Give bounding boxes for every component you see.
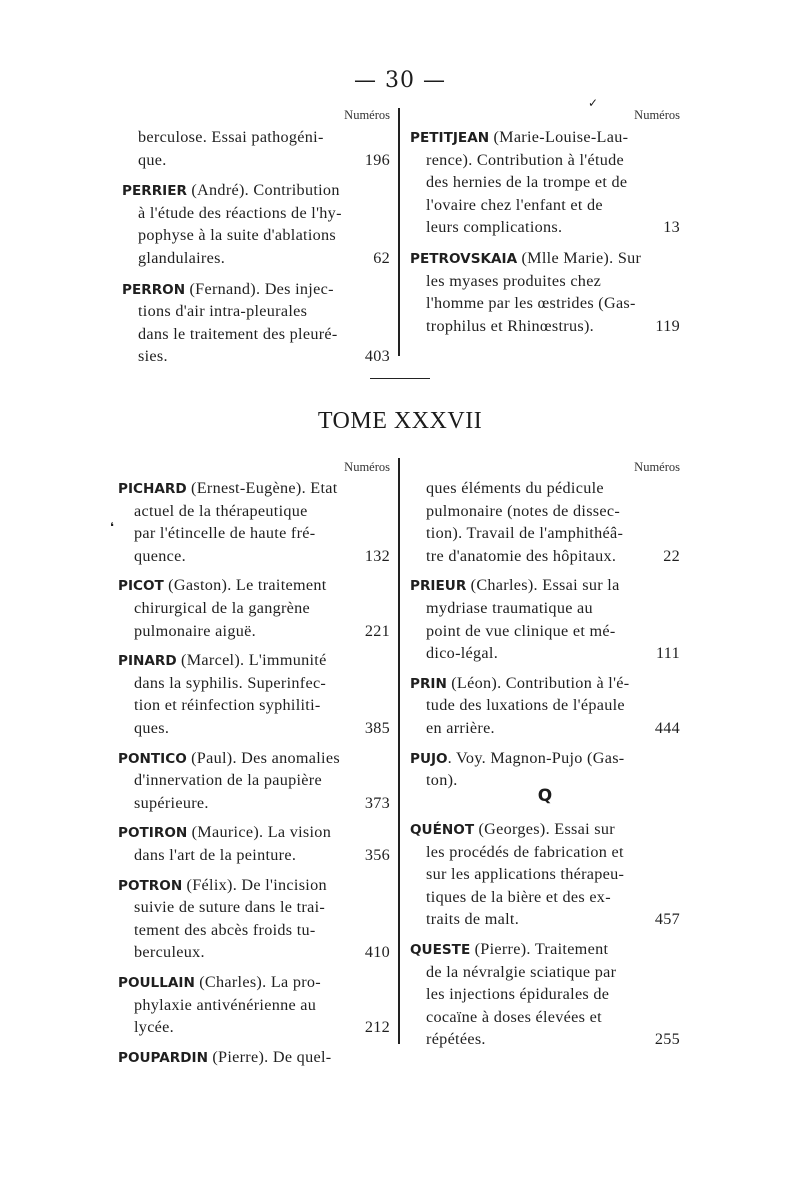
- entry-line: [122, 323, 390, 346]
- entry-text: chirurgical de la gangrène: [134, 598, 311, 617]
- entry-text: (Charles). La pro-: [194, 973, 322, 991]
- page-number: — 30 —: [354, 68, 446, 93]
- index-entry: [410, 818, 680, 931]
- entry-text: ton).: [426, 771, 458, 790]
- entry-line: [410, 620, 680, 643]
- entry-line: [410, 961, 680, 984]
- entry-text: mydriase traumatique au: [426, 598, 593, 617]
- index-entry: [118, 874, 390, 964]
- author-name: PETITJEAN: [410, 130, 490, 146]
- entry-line: [118, 672, 390, 695]
- side-mark: ❛: [110, 520, 114, 534]
- entry-text: en arrière.: [426, 718, 495, 737]
- entry-line: [118, 874, 390, 897]
- entry-number: 221: [364, 621, 390, 640]
- entry-line: [410, 886, 680, 909]
- entry-text: dans la syphilis. Superinfec-: [134, 673, 327, 692]
- entry-line: [118, 1046, 390, 1069]
- entry-text: ques.: [134, 718, 170, 737]
- entry-line: [118, 1016, 390, 1039]
- entry-text: l'homme par les œstrides (Gas-: [426, 294, 636, 313]
- entry-text: pophyse à la suite d'ablations: [138, 226, 337, 245]
- letter-heading: Q: [537, 786, 553, 806]
- entry-number: 255: [654, 1030, 680, 1049]
- entry-text: que.: [138, 150, 167, 169]
- entry-line: [118, 649, 390, 672]
- entry-text: dico-légal.: [426, 644, 499, 663]
- entry-line: [410, 597, 680, 620]
- author-name: QUESTE: [410, 942, 471, 958]
- entry-number: 22: [663, 546, 680, 565]
- entry-text: actuel de la thérapeutique: [134, 501, 308, 520]
- column-rule-bottom: [398, 458, 400, 1044]
- numeros-header-bottom-right: Numéros: [634, 460, 680, 474]
- entry-text: cocaïne à doses élevées et: [426, 1007, 602, 1026]
- entry-line: [410, 717, 680, 740]
- entry-line: [410, 908, 680, 931]
- entry-number: 119: [655, 316, 680, 335]
- entry-number: 403: [364, 347, 390, 366]
- author-name: PETROVSKAIA: [410, 251, 518, 267]
- author-name: PRIEUR: [410, 578, 467, 595]
- entry-line: [410, 149, 680, 172]
- entry-line: [410, 126, 680, 149]
- index-entry: [118, 649, 390, 739]
- entry-text: (Georges). Essai sur: [474, 820, 615, 838]
- entry-text: (Mlle Marie). Sur: [517, 249, 642, 267]
- entry-number: 356: [364, 845, 390, 864]
- author-name: POTIRON: [118, 825, 188, 842]
- author-name: POUPARDIN: [118, 1049, 208, 1066]
- entry-text: . Voy. Magnon-Pujo (Gas-: [447, 748, 625, 767]
- entry-text: à l'étude des réactions de l'hy-: [138, 203, 342, 222]
- entry-line: [122, 149, 390, 172]
- entry-text: tude des luxations de l'épaule: [426, 696, 625, 715]
- entry-line: [118, 792, 390, 815]
- entry-text: les procédés de fabrication et: [426, 842, 624, 861]
- entry-line: [118, 896, 390, 919]
- entry-text: (Pierre). Traitement: [470, 940, 609, 958]
- entry-line: [118, 545, 390, 568]
- entry-number: 62: [373, 248, 390, 267]
- entry-text: quence.: [134, 546, 186, 565]
- entry-line: [122, 179, 390, 202]
- entry-text: sur les applications thérapeu-: [426, 865, 625, 884]
- entry-line: [118, 844, 390, 867]
- entry-text: d'innervation de la paupière: [134, 771, 322, 790]
- entry-text: glandulaires.: [138, 248, 226, 267]
- entry-line: [410, 747, 680, 770]
- entry-text: tions d'air intra-pleurales: [138, 302, 308, 321]
- separator-rule: [370, 378, 430, 379]
- author-name: PICHARD: [118, 481, 187, 497]
- author-name: PRIN: [410, 675, 447, 692]
- numeros-header-bottom-left: Numéros: [344, 460, 390, 474]
- entry-text: trophilus et Rhinœstrus).: [426, 316, 595, 335]
- entry-text: (Marcel). L'immunité: [176, 651, 327, 670]
- entry-number: 373: [364, 793, 390, 812]
- entry-line: [122, 126, 390, 149]
- entry-line: [410, 694, 680, 717]
- author-name: POTRON: [118, 877, 183, 894]
- entry-line: [410, 1006, 680, 1029]
- entry-number: 410: [364, 943, 390, 962]
- entry-text: sies.: [138, 347, 168, 366]
- entry-text: (Félix). De l'incision: [182, 875, 327, 894]
- volume-heading: TOME XXXVII: [317, 408, 483, 434]
- entry-line: [410, 938, 680, 961]
- entry-line: [118, 477, 390, 500]
- entry-line: [118, 522, 390, 545]
- entry-text: des hernies de la trompe et de: [426, 173, 628, 192]
- entry-line: [122, 300, 390, 323]
- entry-text: supérieure.: [134, 793, 209, 812]
- entry-line: [410, 292, 680, 315]
- entry-line: [122, 247, 390, 270]
- numeros-header-top-right: Numéros: [634, 108, 680, 122]
- entry-line: [410, 171, 680, 194]
- entry-number: 444: [654, 718, 680, 737]
- entry-line: [118, 769, 390, 792]
- entry-text: pulmonaire aiguë.: [134, 621, 256, 640]
- index-entry: [410, 747, 680, 792]
- index-entry: [118, 821, 390, 866]
- check-mark: ✓: [588, 96, 599, 110]
- entry-line: [410, 545, 680, 568]
- author-name: POULLAIN: [118, 975, 195, 991]
- entry-text: les myases produites chez: [426, 271, 602, 290]
- index-entry: [410, 574, 680, 664]
- entry-line: [410, 1028, 680, 1051]
- entry-text: l'ovaire chez l'enfant et de: [426, 195, 603, 214]
- entry-text: traits de malt.: [426, 910, 520, 929]
- entry-line: [410, 247, 680, 270]
- index-entry: [410, 938, 680, 1051]
- entry-line: [122, 345, 390, 368]
- index-entry: [410, 126, 680, 239]
- author-name: PONTICO: [118, 750, 187, 767]
- entry-number: 196: [364, 150, 390, 169]
- entry-line: [122, 278, 390, 301]
- index-entry: [118, 1046, 390, 1069]
- index-entry: [122, 179, 390, 269]
- entry-text: (Paul). Des anomalies: [186, 748, 340, 767]
- index-entry: [410, 672, 680, 740]
- author-name: PUJO: [410, 750, 448, 767]
- entry-text: phylaxie antivénérienne au: [134, 995, 317, 1014]
- entry-line: [410, 216, 680, 239]
- author-name: PERRIER: [122, 183, 187, 200]
- entry-text: berculose. Essai pathogéni-: [138, 128, 324, 146]
- entry-line: [410, 863, 680, 886]
- entry-text: suivie de suture dans le trai-: [134, 898, 326, 917]
- entry-line: [410, 500, 680, 523]
- entry-number: 212: [364, 1018, 390, 1037]
- author-name: PERRON: [122, 281, 186, 298]
- entry-text: (Ernest-Eugène). Etat: [186, 479, 338, 497]
- entry-text: (Fernand). Des injec-: [185, 279, 334, 298]
- entry-line: [118, 971, 390, 994]
- entry-text: tiques de la bière et des ex-: [426, 887, 611, 906]
- index-entry: [118, 477, 390, 567]
- entry-number: 385: [364, 718, 390, 737]
- entry-line: [410, 477, 680, 500]
- entry-text: tement des abcès froids tu-: [134, 920, 316, 939]
- entry-line: [118, 620, 390, 643]
- entry-text: tre d'anatomie des hôpitaux.: [426, 546, 617, 565]
- entry-text: répétées.: [426, 1030, 486, 1049]
- author-name: QUÉNOT: [410, 822, 475, 838]
- index-entry: [122, 278, 390, 368]
- entry-text: (Gaston). Le traitement: [163, 576, 327, 595]
- entry-text: ques éléments du pédicule: [426, 479, 604, 497]
- author-name: PINARD: [118, 653, 177, 670]
- index-entry: [410, 247, 680, 337]
- entry-line: [118, 994, 390, 1017]
- entry-text: leurs complications.: [426, 218, 563, 237]
- entry-line: [410, 841, 680, 864]
- numeros-header-top-left: Numéros: [344, 108, 390, 122]
- index-entry: [118, 747, 390, 815]
- entry-line: [118, 500, 390, 523]
- entry-line: [410, 270, 680, 293]
- entry-text: (Léon). Contribution à l'é-: [446, 673, 630, 692]
- entry-number: 132: [364, 546, 390, 565]
- entry-line: [410, 983, 680, 1006]
- entry-text: berculeux.: [134, 943, 205, 962]
- index-entry: [410, 477, 680, 567]
- entry-line: [118, 747, 390, 770]
- entry-text: pulmonaire (notes de dissec-: [426, 501, 621, 520]
- entry-line: [410, 642, 680, 665]
- entry-text: tion). Travail de l'amphithéâ-: [426, 524, 624, 543]
- entry-text: (Pierre). De quel-: [207, 1047, 332, 1066]
- entry-number: 111: [656, 644, 680, 663]
- entry-text: (Charles). Essai sur la: [466, 576, 620, 595]
- entry-text: lycée.: [134, 1018, 174, 1037]
- entry-text: dans le traitement des pleuré-: [138, 324, 338, 343]
- entry-line: [118, 574, 390, 597]
- entry-line: [410, 315, 680, 338]
- index-entry: [118, 574, 390, 642]
- entry-line: [122, 224, 390, 247]
- entry-number: 13: [663, 218, 680, 237]
- entry-line: [118, 919, 390, 942]
- author-name: PICOT: [118, 578, 164, 595]
- entry-text: par l'étincelle de haute fré-: [134, 524, 316, 543]
- entry-text: dans l'art de la peinture.: [134, 845, 297, 864]
- entry-text: (André). Contribution: [187, 181, 340, 200]
- entry-line: [410, 672, 680, 695]
- entry-text: point de vue clinique et mé-: [426, 621, 616, 640]
- entry-line: [410, 522, 680, 545]
- entry-line: [410, 818, 680, 841]
- entry-line: [410, 574, 680, 597]
- entry-text: les injections épidurales de: [426, 985, 610, 1004]
- entry-number: 457: [654, 910, 680, 929]
- entry-line: [118, 694, 390, 717]
- column-rule-top: [398, 108, 400, 356]
- entry-text: de la névralgie sciatique par: [426, 962, 617, 981]
- entry-line: [410, 194, 680, 217]
- entry-line: [118, 821, 390, 844]
- entry-line: [118, 597, 390, 620]
- index-entry: [118, 971, 390, 1039]
- entry-line: [122, 202, 390, 225]
- entry-line: [118, 717, 390, 740]
- entry-text: rence). Contribution à l'étude: [426, 150, 625, 169]
- entry-text: tion et réinfection syphiliti-: [134, 696, 321, 715]
- entry-line: [118, 941, 390, 964]
- entry-text: (Maurice). La vision: [187, 823, 332, 842]
- index-entry: [122, 126, 390, 171]
- entry-text: (Marie-Louise-Lau-: [489, 128, 629, 146]
